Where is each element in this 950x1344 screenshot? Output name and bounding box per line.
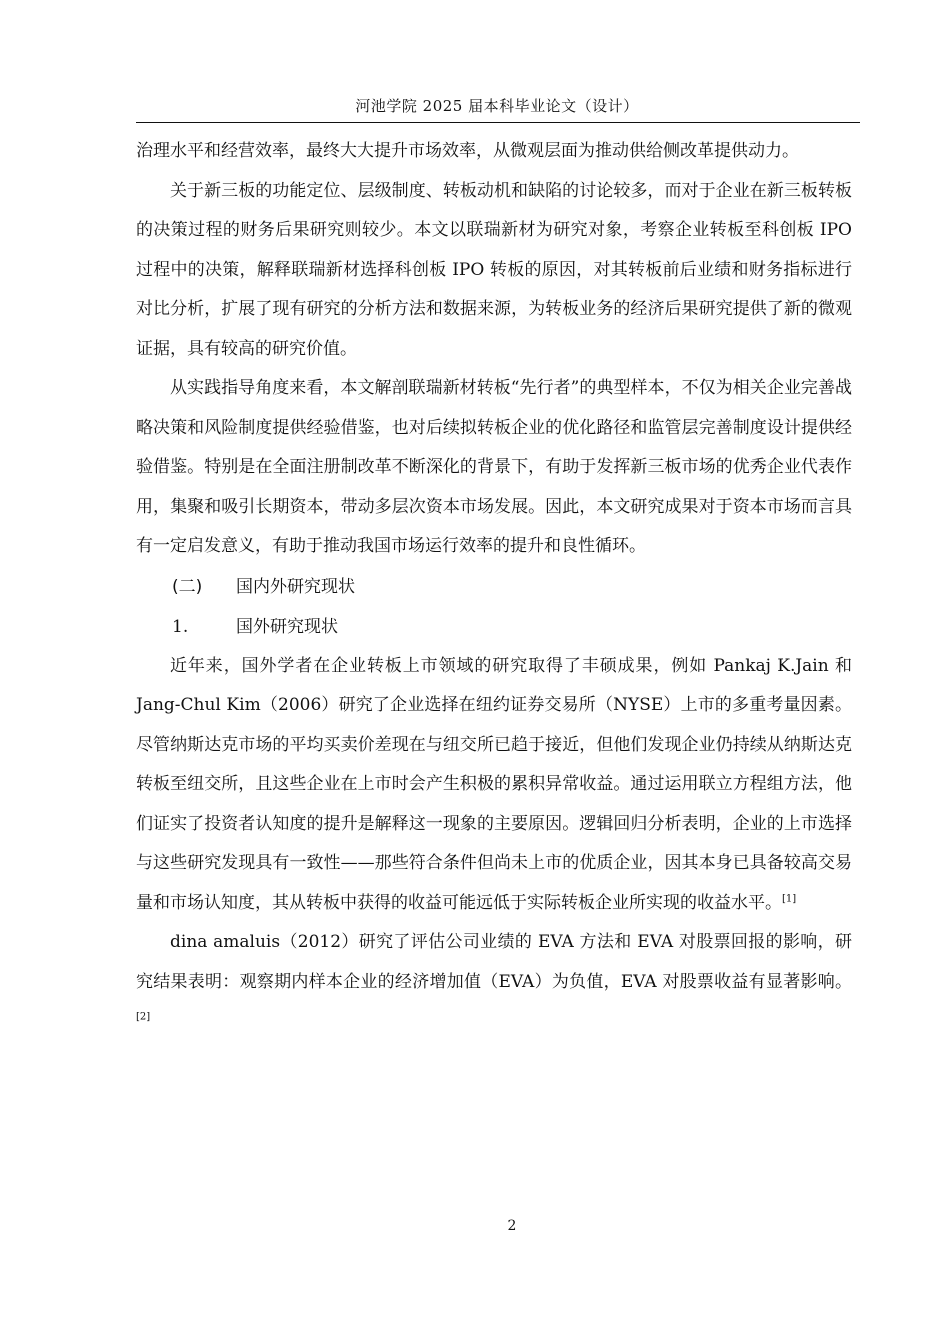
paragraph-foreign-research [136,647,852,924]
body-text [136,132,852,1042]
paragraph-research-gap: 关于新三板的功能定位、层级制度、转板动机和缺陷的讨论较多，而对于企业在新三板转板的决策过程的财务后果研究则较少。本文以联瑞新材为研究对象，考察企业转板至科创板 IPO 过程中的决策，解释联瑞新材选择科创板 IPO 转板的原因，对其转板前后业绩和财务指标进行对比分析，扩展了现有研究的分析方法和数据来源，为转板业务的经济后果研究提供了新的微观证据，具有较高的研究价值。 [136,180,852,359]
paragraph-eva-research [136,923,852,1042]
section-heading [136,567,852,607]
section-title: 国内外研究现状 [236,576,355,597]
page-header: 河池学院 2025 届本科毕业论文（设计） [355,97,639,115]
header-rule [136,122,860,123]
paragraph-eva-research-text: dina amaluis（2012）研究了评估公司业绩的 EVA 方法和 EVA 对股票回报的影响，研究结果表明：观察期内样本企业的经济增加值（EVA）为负值，EVA 对股票收益有显著影响。 [136,932,852,992]
page-number: 2 [507,1218,517,1234]
paragraph-continuation: 治理水平和经营效率，最终大大提升市场效率，从微观层面为推动供给侧改革提供动力。 [136,141,799,161]
paragraph-practical-significance: 从实践指导角度来看，本文解剖联瑞新材转板“先行者”的典型样本，不仅为相关企业完善战略决策和风险制度提供经验借鉴，也对后续拟转板企业的优化路径和监管层完善制度设计提供经验借鉴。特别是在全面注册制改革不断深化的背景下，有助于发挥新三板市场的优秀企业代表作用，集聚和吸引长期资本，带动多层次资本市场发展。因此，本文研究成果对于资本市场而言具有一定启发意义，有助于推动我国市场运行效率的提升和良性循环。 [136,378,852,556]
subsection-number: 1. [172,616,189,637]
section-number: (二) [172,576,203,597]
paragraph-foreign-research-text: 近年来，国外学者在企业转板上市领域的研究取得了丰硕成果，例如 Pankaj K.Jain 和 Jang-Chul Kim（2006）研究了企业选择在纽约证券交易所（NYSE）上市的多重考量因素。尽管纳斯达克市场的平均买卖价差现在与纽交所已趋于接近，但他们发现企业仍持续从纳斯达克转板至纽交所，且这些企业在上市时会产生积极的累积异常收益。通过运用联立方程组方法，他们证实了投资者认知度的提升是解释这一现象的主要原因。逻辑回归分析表明，企业的上市选择与这些研究发现具有一致性——那些符合条件但尚未上市的优质企业，因其本身已具备较高交易量和市场认知度，其从转板中获得的收益可能远低于实际转板企业所实现的收益水平。 [136,655,852,913]
citation-ref-2: [2] [136,1011,151,1023]
citation-ref-1: [1] [782,892,797,904]
subsection-title: 国外研究现状 [236,616,338,637]
subsection-heading [136,607,852,647]
